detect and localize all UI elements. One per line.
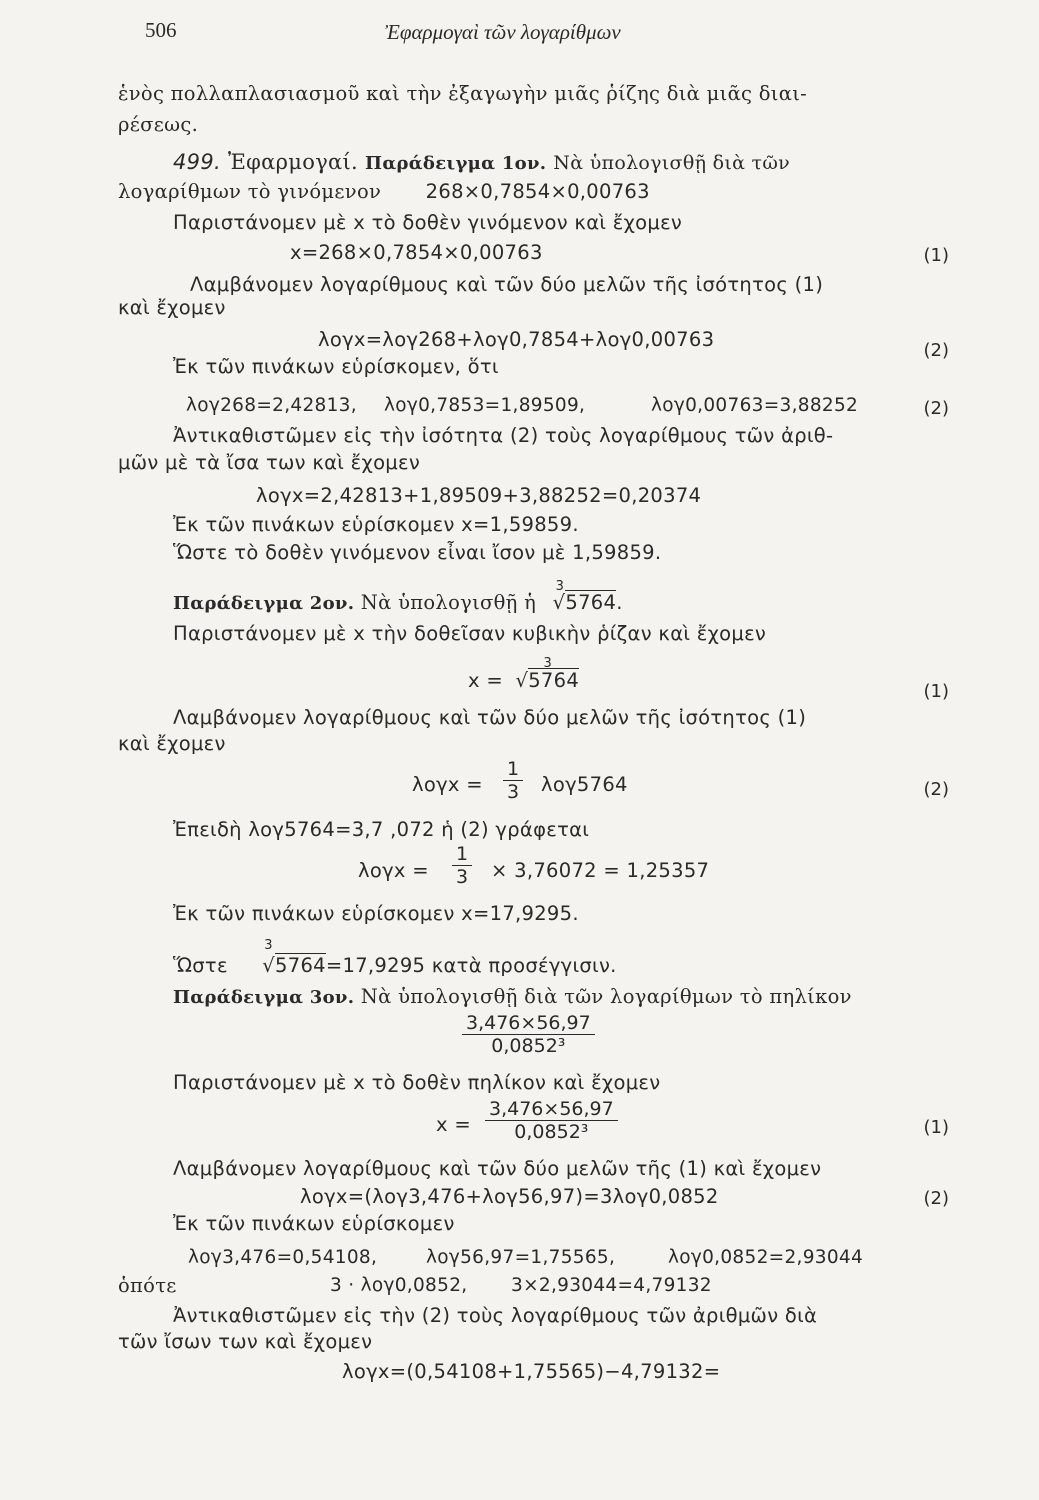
ex3-logs-b: λογ56,97=1,75565,	[426, 1247, 616, 1268]
line-text: =17,9295 κατὰ προσέγγισιν.	[325, 954, 617, 977]
intro-line-1: ἑνὸς πολλαπλασιασμοῦ καὶ τὴν ἐξαγωγὴν μιᾶς ῥίζης διὰ μιᾶς διαι-	[118, 82, 808, 105]
ex3-equation-2-number: (2)	[923, 1188, 949, 1209]
fraction-one-third	[503, 758, 523, 803]
radical-sign: √	[515, 669, 529, 692]
section-499-heading	[173, 150, 790, 176]
ex2-equation-3-left: λογx =	[358, 859, 429, 882]
product-expression: 268×0,7854×0,00763	[425, 180, 650, 203]
ex3-opote-a: 3 · λογ0,0852,	[330, 1275, 468, 1296]
line-text: Ὥστε	[173, 954, 228, 977]
ex1-equation-1: x=268×0,7854×0,00763	[290, 241, 543, 264]
running-title: Ἐφαρμογαὶ τῶν λογαρίθμων	[385, 20, 621, 44]
fraction-denominator: 0,0852³	[491, 1035, 566, 1057]
radical-sign: √	[552, 591, 566, 614]
radicand: 5764	[528, 669, 580, 692]
ex1-logs-a: λογ268=2,42813,	[186, 395, 357, 416]
example-2-text: Νὰ ὑπολογισθῇ ἡ	[360, 591, 537, 614]
cube-root-expression	[515, 656, 580, 693]
ex2-line-5: Ἐκ τῶν πινάκων εὑρίσκομεν x=17,9295.	[173, 902, 579, 925]
ex3-line-5: τῶν ἴσων των καὶ ἔχομεν	[118, 1330, 373, 1353]
ex2-line-6	[173, 938, 617, 978]
ex2-heading	[173, 579, 623, 616]
ex1-equation-2: λογx=λογ268+λογ0,7854+λογ0,00763	[318, 328, 715, 351]
ex2-line-3: καὶ ἔχομεν	[118, 732, 226, 755]
example-1-text: Νὰ ὑπολογισθῇ διὰ τῶν	[553, 152, 790, 174]
radical-sign: √	[262, 954, 276, 977]
ex3-line-1: Παριστάνομεν μὲ x τὸ δοθὲν πηλίκον καὶ ἔχομεν	[173, 1071, 661, 1094]
ex1-line-8: Ὥστε τὸ δοθὲν γινόμενον εἶναι ἴσον μὲ 1,59859.	[173, 541, 662, 564]
ex2-equation-2-right: λογ5764	[541, 773, 628, 796]
root-index: 3	[264, 938, 273, 953]
ex1-line-3: καὶ ἔχομεν	[118, 296, 226, 319]
ex3-line-2: Λαμβάνομεν λογαρίθμους καὶ τῶν δύο μελῶν τῆς (1) καὶ ἔχομεν	[173, 1157, 822, 1180]
ex1-line-1: Παριστάνομεν μὲ x τὸ δοθὲν γινόμενον καὶ ἔχομεν	[173, 211, 683, 234]
fraction-numerator: 3,476×56,97	[485, 1098, 618, 1121]
section-499-line-2	[118, 180, 650, 204]
ex2-equation-1-number: (1)	[923, 681, 949, 702]
equation-left: x =	[468, 669, 503, 692]
ex3-equation-1-fraction	[485, 1098, 618, 1143]
fraction-denominator: 3	[507, 781, 520, 803]
root-index: 3	[555, 579, 565, 594]
ex2-equation-1	[468, 656, 580, 693]
section-number: 499.	[173, 150, 221, 174]
fraction-numerator: 1	[503, 758, 523, 781]
ex1-line-5: Ἀντικαθιστῶμεν εἰς τὴν ἰσότητα (2) τοὺς λογαρίθμους τῶν ἀριθ-	[173, 424, 834, 447]
page-number: 506	[145, 18, 177, 42]
ex3-equation-2: λογx=(λογ3,476+λογ56,97)=3λογ0,0852	[300, 1185, 719, 1208]
ex2-line-4: Ἐπειδὴ λογ5764=3,7 ,072 ἡ (2) γράφεται	[173, 818, 590, 841]
ex1-logs-number: (2)	[923, 398, 949, 419]
ex2-equation-2-number: (2)	[923, 779, 949, 800]
ex1-equation-1-number: (1)	[923, 245, 949, 266]
ex2-equation-3-right: × 3,76072 = 1,25357	[491, 859, 710, 882]
fraction-one-third	[452, 843, 472, 888]
intro-line-2: ρέσεως.	[118, 113, 199, 136]
ex3-equation-1-left: x =	[436, 1113, 471, 1136]
ex1-line-4: Ἐκ τῶν πινάκων εὑρίσκομεν, ὅτι	[173, 355, 499, 378]
cube-root-expression: 3 √5764.	[553, 591, 623, 615]
ex1-line-7: Ἐκ τῶν πινάκων εὑρίσκομεν x=1,59859.	[173, 513, 579, 536]
root-index: 3	[543, 656, 553, 671]
ex3-logs-a: λογ3,476=0,54108,	[188, 1247, 378, 1268]
page-header	[145, 18, 905, 54]
ex3-opote: ὁπότε	[118, 1274, 177, 1297]
fraction-denominator: 0,0852³	[514, 1121, 589, 1143]
ex1-logs-c: λογ0,00763=3,88252	[651, 395, 859, 416]
ex3-equation-1-number: (1)	[923, 1117, 949, 1138]
example-2-label: Παράδειγμα 2ον.	[173, 593, 355, 614]
section-title: Ἐφαρμογαί.	[227, 150, 359, 174]
ex1-line-2: Λαμβάνομεν λογαρίθμους καὶ τῶν δύο μελῶν τῆς ἰσότητος (1)	[190, 273, 824, 296]
line-text: λογαρίθμων τὸ γινόμενον	[118, 180, 382, 203]
ex3-opote-b: 3×2,93044=4,79132	[511, 1275, 712, 1296]
ex3-line-3: Ἐκ τῶν πινάκων εὑρίσκομεν	[173, 1212, 455, 1235]
ex2-line-1: Παριστάνομεν μὲ x τὴν δοθεῖσαν κυβικὴν ῥίζαν καὶ ἔχομεν	[173, 622, 767, 645]
radicand: 5764	[275, 954, 326, 977]
example-3-label: Παράδειγμα 3ον.	[173, 987, 355, 1008]
example-1-label: Παράδειγμα 1ον.	[365, 153, 547, 174]
ex1-equation-3: λογx=2,42813+1,89509+3,88252=0,20374	[256, 484, 702, 507]
ex3-quotient-fraction	[462, 1012, 595, 1057]
ex1-logs-b: λογ0,7853=1,89509,	[384, 395, 586, 416]
ex3-line-4: Ἀντικαθιστῶμεν εἰς τὴν (2) τοὺς λογαρίθμους τῶν ἀριθμῶν διὰ	[173, 1304, 818, 1327]
cube-root-expression	[262, 938, 326, 978]
ex3-equation-3: λογx=(0,54108+1,75565)−4,79132=	[342, 1360, 721, 1383]
radicand: 5764	[565, 591, 617, 614]
ex1-line-6: μῶν μὲ τὰ ἴσα των καὶ ἔχομεν	[118, 451, 421, 474]
fraction-numerator: 3,476×56,97	[462, 1012, 595, 1035]
fraction-numerator: 1	[452, 843, 472, 866]
fraction-denominator: 3	[456, 866, 469, 888]
ex3-logs-c: λογ0,0852=2,93044	[668, 1247, 864, 1268]
ex1-equation-2-number: (2)	[923, 340, 949, 361]
ex2-equation-2-left: λογx =	[412, 773, 483, 796]
example-3-text: Νὰ ὑπολογισθῇ διὰ τῶν λογαρίθμων τὸ πηλίκον	[360, 985, 852, 1008]
ex2-line-2: Λαμβάνομεν λογαρίθμους καὶ τῶν δύο μελῶν τῆς ἰσότητος (1)	[173, 706, 807, 729]
ex3-heading	[173, 985, 852, 1010]
